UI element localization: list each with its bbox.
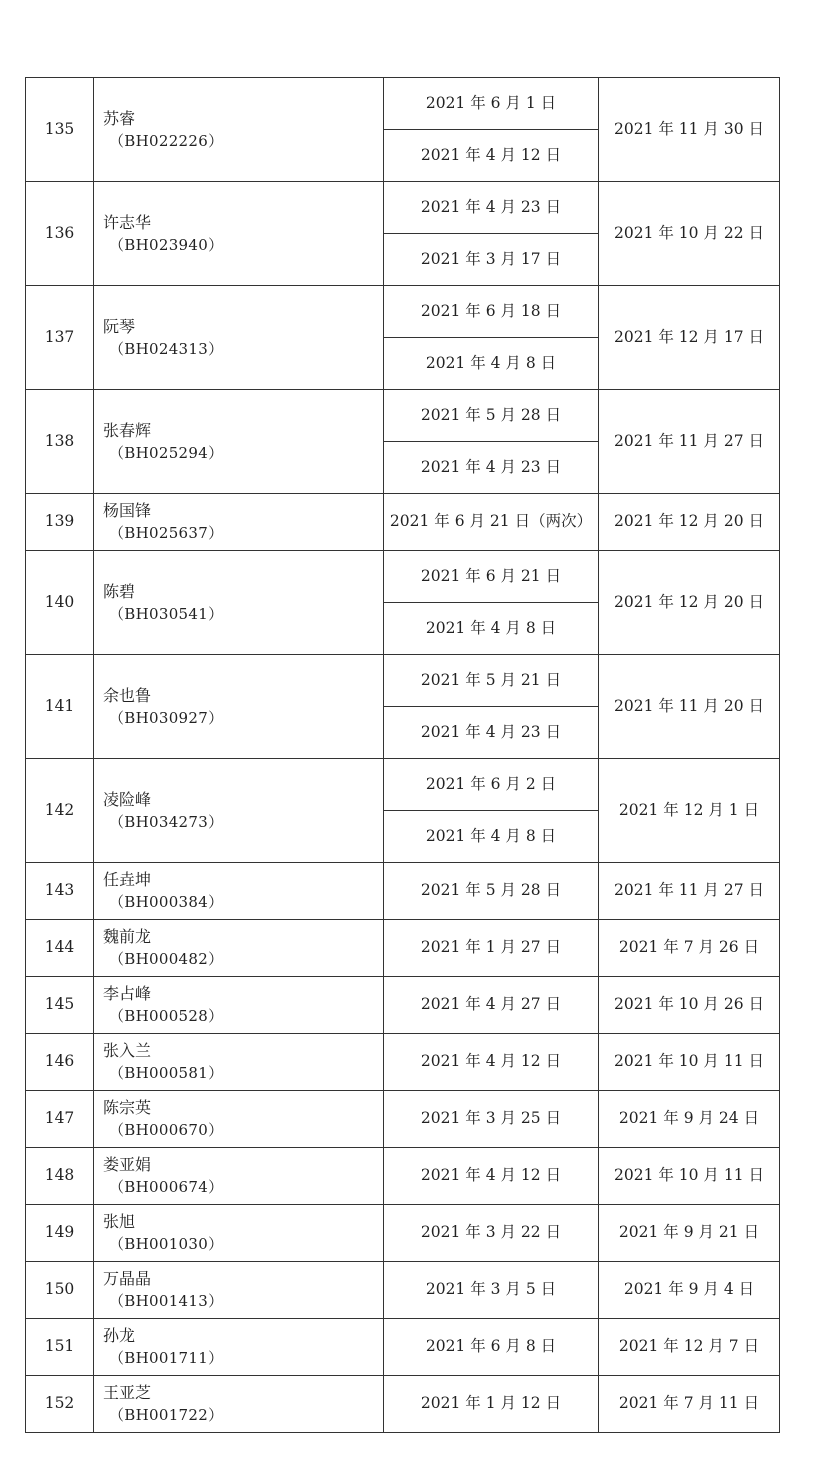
date-cell: 2021 年 3 月 17 日 bbox=[384, 234, 599, 286]
person-cell bbox=[94, 863, 384, 920]
row-number: 142 bbox=[26, 759, 94, 863]
table-row bbox=[26, 551, 780, 603]
row-number: 150 bbox=[26, 1262, 94, 1319]
expiry-date-cell: 2021 年 7 月 26 日 bbox=[599, 920, 780, 977]
person-cell bbox=[94, 286, 384, 390]
date-cell: 2021 年 6 月 21 日（两次） bbox=[384, 494, 599, 551]
date-cell: 2021 年 3 月 22 日 bbox=[384, 1205, 599, 1262]
expiry-date-cell: 2021 年 10 月 11 日 bbox=[599, 1148, 780, 1205]
records-table bbox=[25, 77, 780, 1433]
table-row bbox=[26, 78, 780, 130]
expiry-date-cell: 2021 年 7 月 11 日 bbox=[599, 1376, 780, 1433]
person-code: （BH000581） bbox=[109, 1064, 224, 1082]
expiry-date-cell: 2021 年 11 月 30 日 bbox=[599, 78, 780, 182]
person-cell bbox=[94, 78, 384, 182]
table-row bbox=[26, 655, 780, 707]
person-name: 苏睿 bbox=[103, 108, 136, 128]
date-cell: 2021 年 6 月 21 日 bbox=[384, 551, 599, 603]
date-cell: 2021 年 4 月 8 日 bbox=[384, 811, 599, 863]
person-code: （BH000528） bbox=[109, 1007, 224, 1025]
person-code: （BH000384） bbox=[109, 893, 224, 911]
date-cell: 2021 年 4 月 12 日 bbox=[384, 1148, 599, 1205]
row-number: 151 bbox=[26, 1319, 94, 1376]
person-cell bbox=[94, 655, 384, 759]
date-cell: 2021 年 4 月 23 日 bbox=[384, 707, 599, 759]
table-row bbox=[26, 494, 780, 551]
date-cell: 2021 年 4 月 8 日 bbox=[384, 603, 599, 655]
person-name: 陈碧 bbox=[103, 581, 136, 601]
table-row bbox=[26, 920, 780, 977]
date-cell: 2021 年 4 月 12 日 bbox=[384, 1034, 599, 1091]
expiry-date-cell: 2021 年 11 月 20 日 bbox=[599, 655, 780, 759]
person-cell bbox=[94, 182, 384, 286]
person-name: 杨国锋 bbox=[103, 501, 152, 520]
person-code: （BH030541） bbox=[109, 604, 224, 623]
person-name: 魏前龙 bbox=[103, 927, 152, 946]
table-row bbox=[26, 182, 780, 234]
expiry-date-cell: 2021 年 12 月 17 日 bbox=[599, 286, 780, 390]
person-cell bbox=[94, 977, 384, 1034]
person-cell bbox=[94, 1148, 384, 1205]
table-row bbox=[26, 1091, 780, 1148]
person-name: 万晶晶 bbox=[103, 1269, 152, 1288]
table-row bbox=[26, 863, 780, 920]
row-number: 147 bbox=[26, 1091, 94, 1148]
person-cell bbox=[94, 1376, 384, 1433]
table-row bbox=[26, 1205, 780, 1262]
person-name: 余也鲁 bbox=[103, 685, 152, 705]
row-number: 140 bbox=[26, 551, 94, 655]
row-number: 143 bbox=[26, 863, 94, 920]
expiry-date-cell: 2021 年 9 月 4 日 bbox=[599, 1262, 780, 1319]
person-code: （BH000674） bbox=[109, 1178, 224, 1196]
date-cell: 2021 年 4 月 27 日 bbox=[384, 977, 599, 1034]
row-number: 149 bbox=[26, 1205, 94, 1262]
person-name: 陈宗英 bbox=[103, 1098, 152, 1117]
person-name: 任垚坤 bbox=[103, 870, 152, 889]
date-cell: 2021 年 5 月 28 日 bbox=[384, 390, 599, 442]
table-row bbox=[26, 759, 780, 811]
expiry-date-cell: 2021 年 12 月 20 日 bbox=[599, 494, 780, 551]
date-cell: 2021 年 6 月 2 日 bbox=[384, 759, 599, 811]
person-name: 阮琴 bbox=[103, 316, 136, 336]
person-name: 孙龙 bbox=[103, 1326, 136, 1345]
person-code: （BH025294） bbox=[109, 443, 224, 462]
person-cell bbox=[94, 1319, 384, 1376]
person-name: 许志华 bbox=[103, 212, 152, 232]
table-row bbox=[26, 1262, 780, 1319]
person-name: 王亚芝 bbox=[103, 1383, 152, 1402]
records-table-body bbox=[26, 78, 780, 1433]
date-cell: 2021 年 5 月 28 日 bbox=[384, 863, 599, 920]
person-cell bbox=[94, 920, 384, 977]
expiry-date-cell: 2021 年 10 月 22 日 bbox=[599, 182, 780, 286]
row-number: 145 bbox=[26, 977, 94, 1034]
person-code: （BH024313） bbox=[109, 339, 224, 358]
person-cell bbox=[94, 494, 384, 551]
expiry-date-cell: 2021 年 11 月 27 日 bbox=[599, 863, 780, 920]
person-name: 张入兰 bbox=[103, 1041, 152, 1060]
person-code: （BH025637） bbox=[109, 524, 224, 542]
person-code: （BH034273） bbox=[109, 812, 224, 831]
table-row bbox=[26, 1148, 780, 1205]
person-code: （BH001413） bbox=[109, 1292, 224, 1310]
date-cell: 2021 年 4 月 23 日 bbox=[384, 182, 599, 234]
row-number: 152 bbox=[26, 1376, 94, 1433]
date-cell: 2021 年 5 月 21 日 bbox=[384, 655, 599, 707]
date-cell: 2021 年 6 月 8 日 bbox=[384, 1319, 599, 1376]
date-cell: 2021 年 3 月 25 日 bbox=[384, 1091, 599, 1148]
row-number: 146 bbox=[26, 1034, 94, 1091]
person-cell bbox=[94, 1091, 384, 1148]
date-cell: 2021 年 4 月 12 日 bbox=[384, 130, 599, 182]
date-cell: 2021 年 6 月 1 日 bbox=[384, 78, 599, 130]
row-number: 137 bbox=[26, 286, 94, 390]
row-number: 135 bbox=[26, 78, 94, 182]
date-cell: 2021 年 4 月 23 日 bbox=[384, 442, 599, 494]
person-code: （BH000482） bbox=[109, 950, 224, 968]
person-cell bbox=[94, 759, 384, 863]
person-code: （BH022226） bbox=[109, 131, 224, 150]
person-name: 张春辉 bbox=[103, 420, 152, 440]
person-code: （BH023940） bbox=[109, 235, 224, 254]
table-row bbox=[26, 1319, 780, 1376]
expiry-date-cell: 2021 年 12 月 1 日 bbox=[599, 759, 780, 863]
date-cell: 2021 年 3 月 5 日 bbox=[384, 1262, 599, 1319]
expiry-date-cell: 2021 年 9 月 24 日 bbox=[599, 1091, 780, 1148]
person-name: 凌险峰 bbox=[103, 789, 152, 809]
expiry-date-cell: 2021 年 11 月 27 日 bbox=[599, 390, 780, 494]
date-cell: 2021 年 1 月 12 日 bbox=[384, 1376, 599, 1433]
row-number: 141 bbox=[26, 655, 94, 759]
person-code: （BH001722） bbox=[109, 1406, 224, 1424]
person-cell bbox=[94, 1205, 384, 1262]
person-cell bbox=[94, 1262, 384, 1319]
person-code: （BH001711） bbox=[109, 1349, 224, 1367]
table-row bbox=[26, 1034, 780, 1091]
date-cell: 2021 年 1 月 27 日 bbox=[384, 920, 599, 977]
row-number: 148 bbox=[26, 1148, 94, 1205]
person-code: （BH000670） bbox=[109, 1121, 224, 1139]
row-number: 138 bbox=[26, 390, 94, 494]
table-row bbox=[26, 977, 780, 1034]
expiry-date-cell: 2021 年 9 月 21 日 bbox=[599, 1205, 780, 1262]
row-number: 136 bbox=[26, 182, 94, 286]
person-name: 娄亚娟 bbox=[103, 1155, 152, 1174]
expiry-date-cell: 2021 年 12 月 20 日 bbox=[599, 551, 780, 655]
row-number: 144 bbox=[26, 920, 94, 977]
person-code: （BH030927） bbox=[109, 708, 224, 727]
person-name: 张旭 bbox=[103, 1212, 136, 1231]
date-cell: 2021 年 6 月 18 日 bbox=[384, 286, 599, 338]
person-cell bbox=[94, 551, 384, 655]
expiry-date-cell: 2021 年 10 月 26 日 bbox=[599, 977, 780, 1034]
person-cell bbox=[94, 1034, 384, 1091]
date-cell: 2021 年 4 月 8 日 bbox=[384, 338, 599, 390]
person-name: 李占峰 bbox=[103, 984, 152, 1003]
table-row bbox=[26, 390, 780, 442]
table-row bbox=[26, 1376, 780, 1433]
row-number: 139 bbox=[26, 494, 94, 551]
table-row bbox=[26, 286, 780, 338]
expiry-date-cell: 2021 年 10 月 11 日 bbox=[599, 1034, 780, 1091]
expiry-date-cell: 2021 年 12 月 7 日 bbox=[599, 1319, 780, 1376]
person-code: （BH001030） bbox=[109, 1235, 224, 1253]
person-cell bbox=[94, 390, 384, 494]
